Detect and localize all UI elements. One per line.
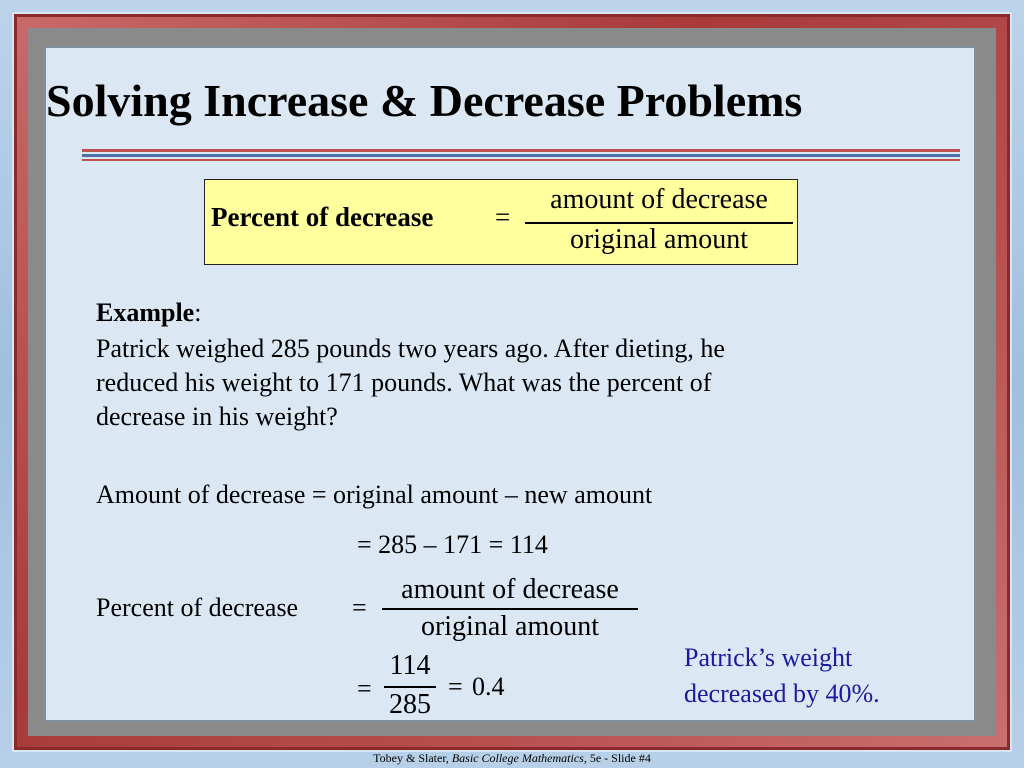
example-line-1: Patrick weighed 285 pounds two years ago. After dieting, he: [96, 334, 725, 363]
title-divider-red: [82, 149, 960, 152]
result-numerator: 114: [389, 650, 431, 681]
slide-title: Solving Increase & Decrease Problems: [46, 75, 803, 126]
percent-denominator: original amount: [420, 611, 600, 642]
example-line-2: reduced his weight to 171 pounds. What was the percent of: [96, 368, 712, 397]
formula-equals: =: [495, 202, 511, 232]
formula-denominator: original amount: [569, 224, 749, 255]
percent-fraction-bar: [382, 608, 638, 610]
result-fraction-bar: [384, 686, 436, 688]
percent-decrease-equals: =: [352, 593, 367, 622]
calculation-line: = 285 – 171 = 114: [357, 530, 548, 559]
result-equals: =: [357, 674, 372, 703]
formula-numerator: amount of decrease: [550, 184, 768, 215]
result-value: 0.4: [472, 672, 505, 701]
formula-label: Percent of decrease: [211, 202, 434, 232]
footer-authors: Tobey & Slater,: [373, 751, 452, 765]
footer-book-title: Basic College Mathematics: [451, 751, 584, 765]
percent-numerator: amount of decrease: [401, 574, 619, 605]
formula-box: [204, 179, 798, 265]
example-heading-colon: :: [194, 298, 202, 327]
amount-of-decrease-line: Amount of decrease = original amount – new amount: [96, 480, 653, 509]
result-denominator: 285: [389, 689, 431, 720]
footer-slide-number: , 5e - Slide #4: [583, 751, 651, 765]
example-heading: [96, 298, 201, 328]
title-divider-red-2: [82, 159, 960, 161]
answer-line-1: Patrick’s weight: [684, 643, 853, 672]
example-line-3: decrease in his weight?: [96, 402, 338, 431]
example-heading-label: Example: [96, 298, 195, 327]
result-value-equals: =: [448, 672, 463, 701]
percent-decrease-label: Percent of decrease: [96, 593, 299, 622]
answer-line-2: decreased by 40%.: [684, 679, 880, 708]
slide-footer: [0, 751, 1024, 766]
title-divider-blue: [82, 154, 960, 157]
